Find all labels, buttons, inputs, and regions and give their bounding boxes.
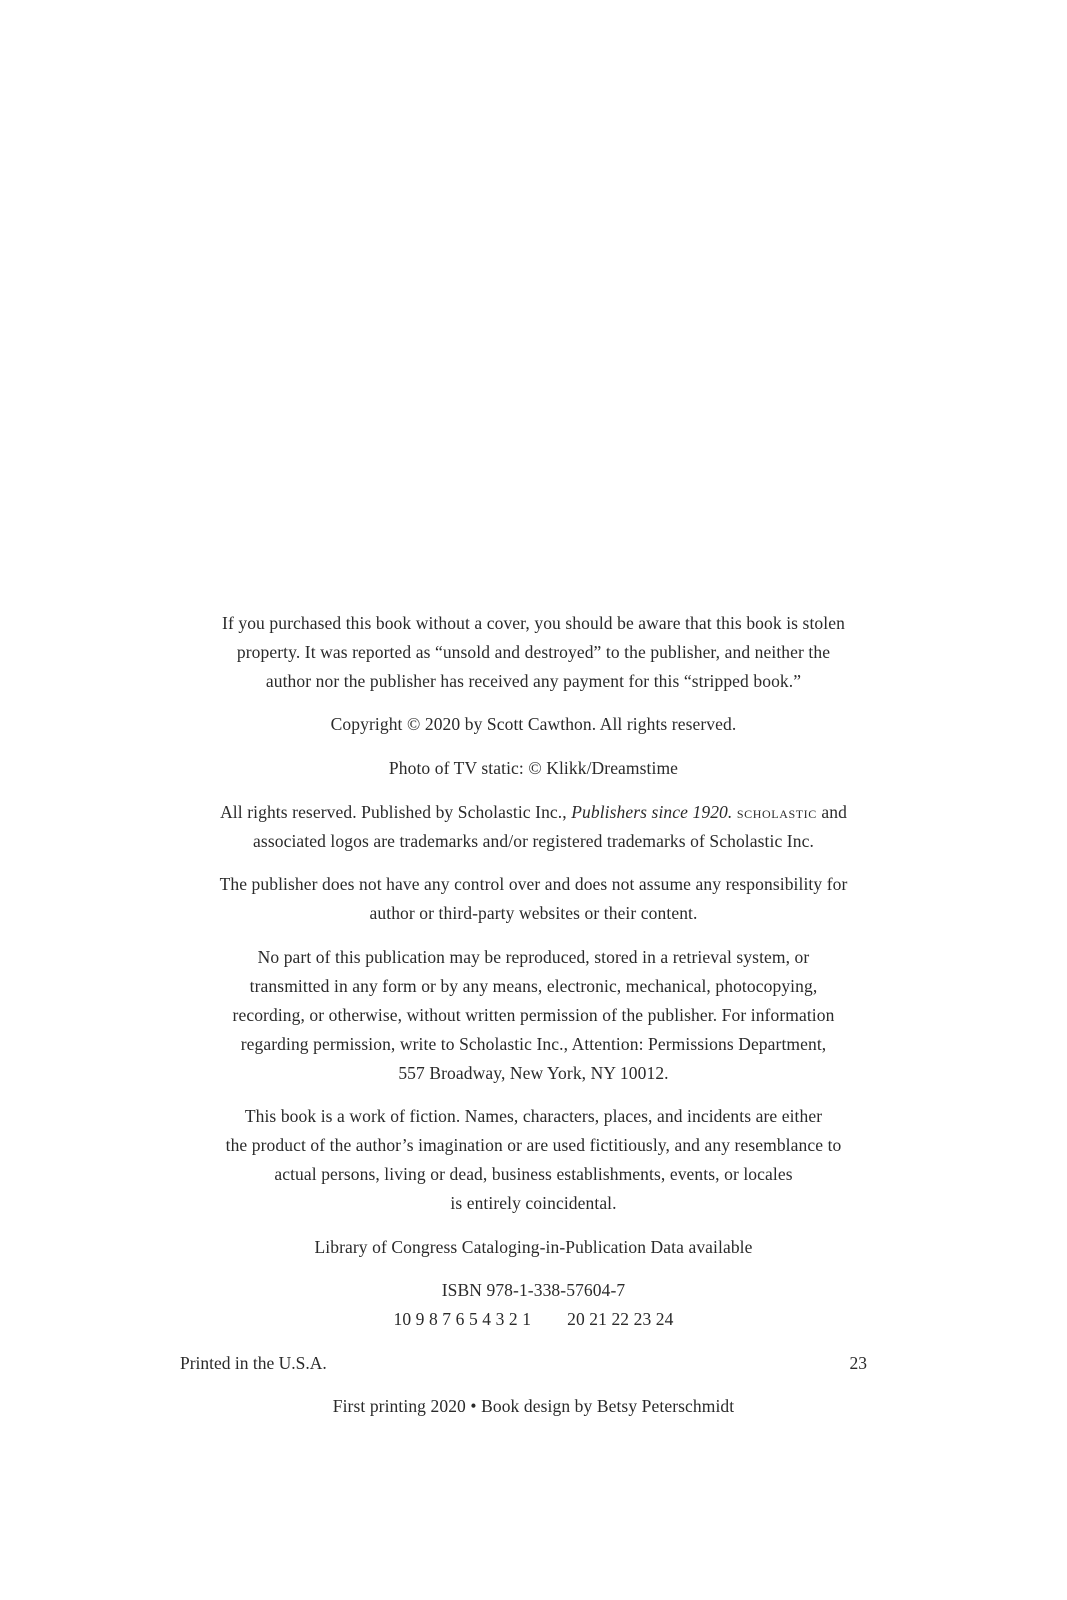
isbn-text: ISBN 978-1-338-57604-7 (441, 1280, 626, 1300)
scholastic-wordmark: scholastic (736, 802, 817, 822)
publisher-text-a: All rights reserved. Published by Scholastic Inc., (220, 802, 572, 822)
fiction-disclaimer (0, 1102, 1067, 1218)
first-printing-line (0, 1392, 1067, 1421)
printer-code: 23 (849, 1353, 867, 1373)
responsibility-line: The publisher does not have any control over and does not assume any responsibility for (219, 874, 848, 894)
copyright-line (0, 710, 1067, 739)
publisher-rights (0, 798, 1067, 856)
fiction-line: This book is a work of fiction. Names, characters, places, and incidents are either (244, 1106, 823, 1126)
publisher-line-2: associated logos are trademarks and/or registered trademarks of Scholastic Inc. (253, 831, 814, 851)
reproduction-line: 557 Broadway, New York, NY 10012. (398, 1063, 669, 1083)
reproduction-notice (0, 943, 1067, 1088)
year-numbers: 20 21 22 23 24 (567, 1309, 674, 1329)
responsibility-notice (0, 870, 1067, 928)
reproduction-line: transmitted in any form or by any means, electronic, mechanical, photocopying, (249, 976, 818, 996)
cip-text: Library of Congress Cataloging-in-Publication Data available (314, 1237, 753, 1257)
fiction-line: is entirely coincidental. (450, 1193, 617, 1213)
notice-line: If you purchased this book without a cover, you should be aware that this book is stolen (222, 613, 845, 633)
first-printing-text: First printing 2020 • Book design by Betsy Peterschmidt (332, 1396, 735, 1416)
impression-numbers: 10 9 8 7 6 5 4 3 2 1 (393, 1309, 532, 1329)
notice-line: author nor the publisher has received any payment for this “stripped book.” (265, 671, 802, 691)
publisher-text-b: and (816, 802, 847, 822)
printing-numbers (0, 1305, 1067, 1334)
cip-line (0, 1233, 1067, 1262)
photo-credit-line (0, 754, 1067, 783)
photo-credit-text: Photo of TV static: © Klikk/Dreamstime (388, 758, 679, 778)
publisher-since: Publishers since 1920. (571, 802, 733, 822)
fiction-line: actual persons, living or dead, business establishments, events, or locales (274, 1164, 793, 1184)
isbn-block (0, 1276, 1067, 1334)
printed-in-row (180, 1349, 867, 1378)
responsibility-line: author or third-party websites or their content. (369, 903, 698, 923)
copyright-text: Copyright © 2020 by Scott Cawthon. All rights reserved. (330, 714, 737, 734)
stripped-book-notice (0, 609, 1067, 696)
reproduction-line: No part of this publication may be reproduced, stored in a retrieval system, or (257, 947, 810, 967)
notice-line: property. It was reported as “unsold and destroyed” to the publisher, and neither the (236, 642, 831, 662)
reproduction-line: recording, or otherwise, without written permission of the publisher. For information (232, 1005, 835, 1025)
printed-in-text: Printed in the U.S.A. (180, 1353, 327, 1373)
reproduction-line: regarding permission, write to Scholastic Inc., Attention: Permissions Department, (240, 1034, 827, 1054)
fiction-line: the product of the author’s imagination or are used fictitiously, and any resemblance to (225, 1135, 842, 1155)
publisher-line-1 (0, 798, 1067, 827)
